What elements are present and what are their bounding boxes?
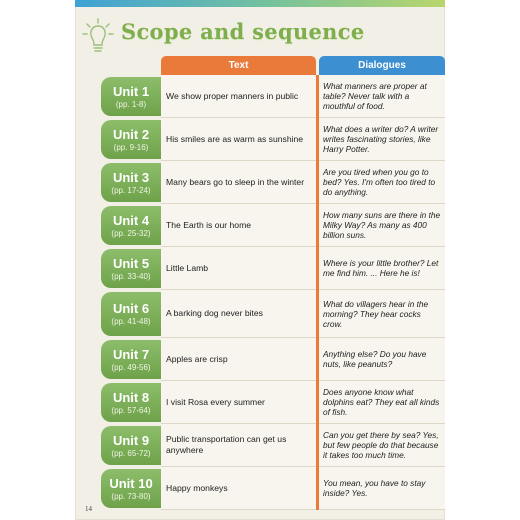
unit-pages: (pp. 9-16) — [113, 142, 149, 152]
table-row — [101, 118, 445, 161]
unit-dialogue: What do villagers hear in the morning? They hear cocks crow. — [319, 290, 445, 338]
unit-dialogue: Are you tired when you go to bed? Yes. I'm often too tired to do anything. — [319, 161, 445, 204]
unit-label: Unit 3 — [112, 169, 150, 185]
table-row — [101, 381, 445, 424]
unit-pages: (pp. 1-8) — [115, 99, 147, 109]
dialogues-column-header: Dialogues — [319, 56, 445, 75]
unit-pages: (pp. 65-72) — [111, 448, 151, 458]
table-row — [101, 75, 445, 118]
table-row — [101, 247, 445, 290]
unit-text: Apples are crisp — [161, 338, 316, 381]
table-row — [101, 204, 445, 247]
unit-label: Unit 7 — [112, 346, 150, 362]
unit-label: Unit 9 — [112, 432, 150, 448]
unit-tab — [101, 338, 161, 381]
text-column-header: Text — [161, 56, 316, 75]
unit-pages: (pp. 25-32) — [111, 228, 151, 238]
unit-label: Unit 6 — [112, 301, 150, 316]
unit-tab — [101, 290, 161, 338]
table-row — [101, 424, 445, 467]
page-title: Scope and sequence — [121, 19, 365, 44]
scope-table — [101, 75, 445, 510]
unit-dialogue: Anything else? Do you have nuts, like peanuts? — [319, 338, 445, 381]
unit-text: Happy monkeys — [161, 467, 316, 510]
unit-label: Unit 1 — [112, 83, 150, 99]
unit-pages: (pp. 73-80) — [111, 491, 151, 501]
unit-tab — [101, 381, 161, 424]
unit-text: The Earth is our home — [161, 204, 316, 247]
unit-text: Little Lamb — [161, 247, 316, 290]
unit-dialogue: Can you get there by sea? Yes, but few people do that because it takes too much time. — [319, 424, 445, 467]
unit-dialogue: How many suns are there in the Milky Way? As many as 400 billion suns. — [319, 204, 445, 247]
unit-tab — [101, 75, 161, 118]
table-row — [101, 338, 445, 381]
unit-pages: (pp. 49-56) — [111, 362, 151, 372]
unit-pages: (pp. 33-40) — [111, 271, 151, 281]
unit-tab — [101, 424, 161, 467]
page-number: 14 — [85, 505, 92, 513]
unit-dialogue: Does anyone know what dolphins eat? They eat all kinds of fish. — [319, 381, 445, 424]
unit-pages: (pp. 17-24) — [111, 185, 151, 195]
unit-label: Unit 5 — [112, 255, 150, 271]
unit-label: Unit 10 — [109, 475, 153, 491]
unit-label: Unit 2 — [112, 126, 150, 142]
unit-text: His smiles are as warm as sunshine — [161, 118, 316, 161]
unit-label: Unit 4 — [112, 212, 150, 228]
unit-dialogue: What manners are proper at table? Never talk with a mouthful of food. — [319, 75, 445, 118]
unit-tab — [101, 247, 161, 290]
unit-label: Unit 8 — [112, 389, 150, 405]
unit-dialogue: What does a writer do? A writer writes fascinating stories, like Harry Potter. — [319, 118, 445, 161]
unit-tab — [101, 467, 161, 510]
unit-dialogue: Where is your little brother? Let me find him. ... Here he is! — [319, 247, 445, 290]
unit-text: We show proper manners in public — [161, 75, 316, 118]
unit-tab — [101, 161, 161, 204]
table-row — [101, 161, 445, 204]
unit-tab — [101, 204, 161, 247]
unit-text: I visit Rosa every summer — [161, 381, 316, 424]
unit-dialogue: You mean, you have to stay inside? Yes. — [319, 467, 445, 510]
unit-text: Public transportation can get us anywhere — [161, 424, 316, 467]
table-row — [101, 467, 445, 510]
unit-pages: (pp. 57-64) — [111, 405, 151, 415]
unit-text: Many bears go to sleep in the winter — [161, 161, 316, 204]
table-row — [101, 290, 445, 338]
unit-pages: (pp. 41-48) — [111, 317, 151, 326]
unit-text: A barking dog never bites — [161, 290, 316, 338]
header-gradient-bar — [75, 0, 445, 7]
unit-tab — [101, 118, 161, 161]
lightbulb-icon — [81, 16, 115, 56]
book-page — [75, 0, 445, 520]
